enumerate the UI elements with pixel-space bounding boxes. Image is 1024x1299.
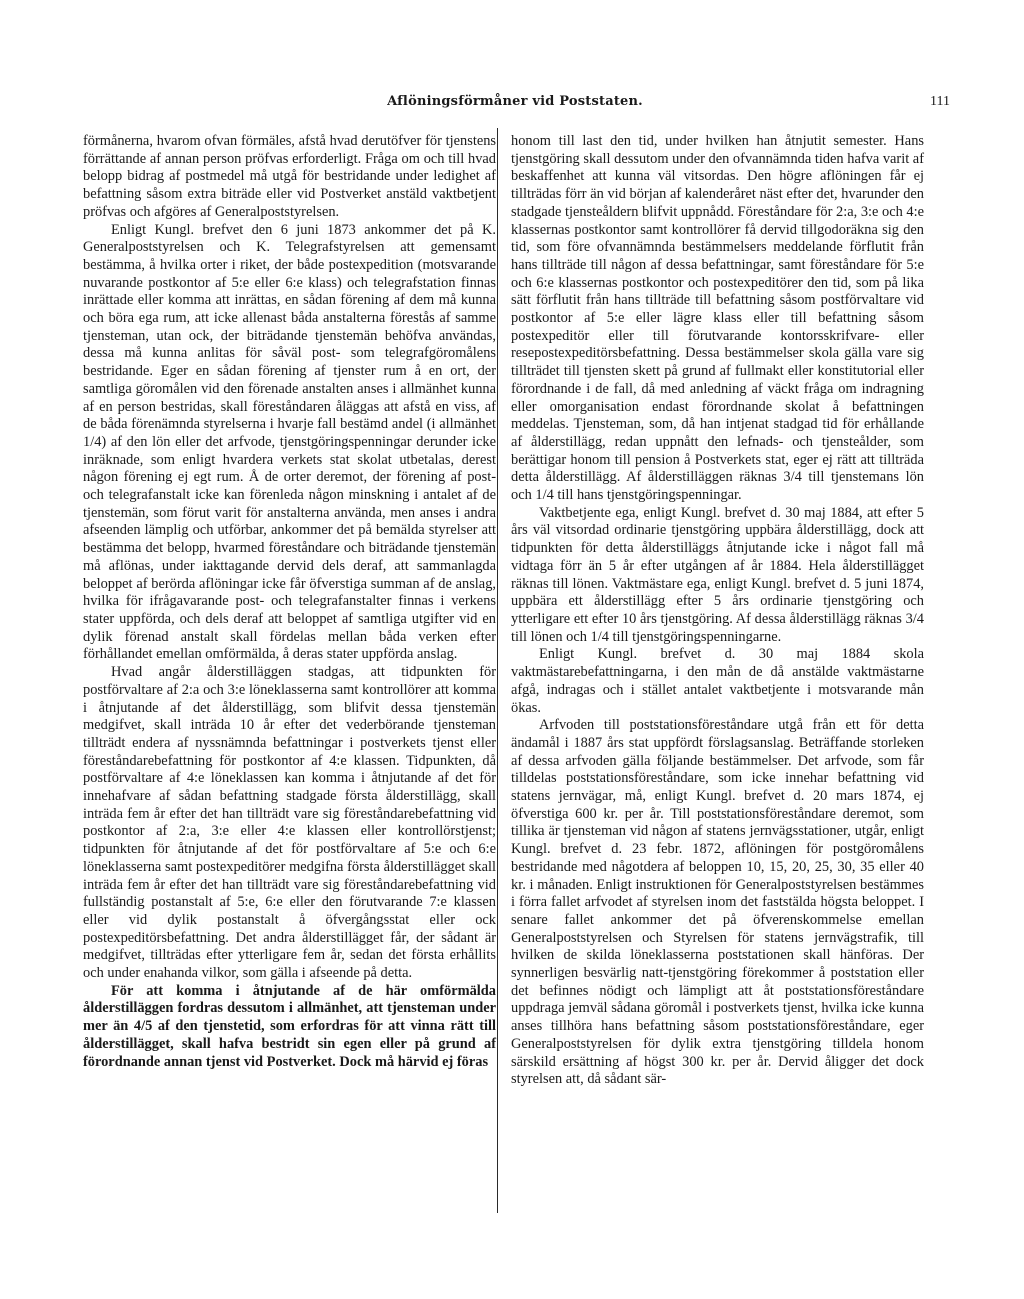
running-title: Aflöningsförmåner vid Poststaten. — [387, 94, 643, 109]
page-header — [80, 94, 950, 118]
left-column — [83, 133, 496, 1071]
page-number: 111 — [930, 94, 950, 109]
column-divider — [497, 128, 498, 1213]
paragraph: Arfvoden till poststationsföreståndare utgå från ett för detta ändamål i 1887 års stat uppfördt förslagsanslag. Beträffande storleken af dessa arfvoden gälla följande bestämmelser. Det arfvode, som får tilldelas poststationsföreståndare, som icke innehar befattning vid statens jernvägar, må, enligt Kungl. brefvet d. 20 mars 1874, ej öfverstiga 600 kr. per år. Till poststationsföreståndare deremot, som tillika är tjensteman vid någon af statens jernvägsstationer, utgår, enligt Kungl. brefvet d. 23 febr. 1872, aflöningen för postgöromålens bestridande med någotdera af beloppen 10, 15, 20, 25, 30, 35 eller 40 kr. i månaden. Enligt instruktionen för Generalpoststyrelsen bestämmes i förra fallet arfvodet af styrelsen inom det faststälda högsta beloppet. I senare fallet ankommer det på öfverenskommelse emellan Generalpoststyrelsen och Styrelsen för statens jernvägstrafik, till hvilken de skilda löneklasserna poststationen skall hänföras. Der synnerligen besvärlig natt-tjenstgöring förekommer å poststation eller det befinnes nödigt och lämpligt att åt poststationsföreståndare uppdraga jemväl sådana göromål i postverkets tjenst, hvilka icke kunna anses tillhöra hans befattning såsom poststationsföreståndare, eger Generalpoststyrelsen för dylik extra tjenstgöring tilldela honom särskild ersättning af högst 300 kr. per år. Dervid åligger det dock styrelsen att, då sådant sär- — [511, 717, 924, 1088]
paragraph: Enligt Kungl. brefvet d. 30 maj 1884 skola vaktmästarebefattningarna, i den mån de då anstälde vaktmästarne afgå, indragas och i stället antalet vaktbetjente i motsvarande mån ökas. — [511, 646, 924, 716]
paragraph: Enligt Kungl. brefvet den 6 juni 1873 ankommer det på K. Generalpoststyrelsen och K. Telegrafstyrelsen att gemensamt bestämma, å hvilka orter i riket, der både postexpedition (motsvarande nuvarande postkontor af 5:e eller 6:e klass) och telegrafstation finnas inrättade eller komma att inrättas, en sådan förening af dem må kunna och böra ega rum, att icke allenast båda anstalterna förestås af samme tjensteman, utan ock, der biträdande tjenstemän behöfva användas, dessa må kunna anlitas för såväl post- som telegrafgöromålens bestridande. Eger en sådan förening af tjenster rum å en ort, der samtliga göromålen vid den förenade anstalten anses i allmänhet kunna af en person bestridas, skall föreståndaren åläggas att afstå en viss, af de båda förenämnda styrelserna i hvarje fall bestämd andel (i allmänhet 1/4) af den lön eller det arfvode, tjenstgöringspenningar derunder icke inräknade, som enligt hvardera verkets stat skolat utbetalas, derest någon förening ej egt rum. Å de orter deremot, der förening af post- och telegrafanstalt icke kan förenleda någon minskning i antalet af de tjenstemän, som förut varit för anstalterna använda, men anses i andra afseenden lämplig och utförbar, ankommer det på bemälda styrelser att bestämma det belopp, hvarmed föreståndare och biträdande tjenstemän må aflönas, under iakttagande dervid dels deraf, att sammanlagda beloppet af berörda aflöningar icke får öfverstiga summan af de anslag, hvilka för ifrågavarande post- och telegrafanstalter finnas i verkens stater uppförda, och dels deraf att beloppet af samtliga utgifter vid en dylik förenad anstalt skall fördelas mellan båda verken efter förhållandet emellan omförmälda, å deras stater uppförda anslag. — [83, 221, 496, 663]
paragraph: För att komma i åtnjutande af de här omförmälda ålderstilläggen fordras dessutom i allmänhet, att tjensteman under mer än 4/5 af den tjenstetid, som erfordras för att vinna rätt till ålderstillägget, skall hafva bestridt sin egen eller på grund af förordnande annan tjenst vid Postverket. Dock må härvid ej föras — [83, 982, 496, 1070]
paragraph: förmånerna, hvarom ofvan förmäles, afstå hvad derutöfver för tjenstens förrättande af annan person pröfvas erforderligt. Fråga om och till hvad belopp bidrag af postmedel må utgå för bestridande under ledighet af befattning såsom extra biträde eller vid Postverket anstäld vaktbetjent pröfvas och afgöres af Generalpoststyrelsen. — [83, 133, 496, 220]
paragraph: honom till last den tid, under hvilken han åtnjutit semester. Hans tjenstgöring skall dessutom under den ofvannämnda tiden hafva varit af beskaffenhet att kunna väl vitsordas. Den högre aflöningen får ej tillträdas förr än vid början af kalenderåret näst efter det, hvarunder den stadgade tjensteåldern blifvit uppnådd. Föreståndare för 2:a, 3:e och 4:e klassernas postkontor samt kontrollörer få dervid tillgodoräkna sig den tid, som före ofvannämnda bestämmelsers meddelande förflutit från hans tillträde till någon af dessa befattningar, samt föreståndare för 5:e och 6:e klassernas postkontor och postexpeditörer den tid, som på lika sätt förflutit från hans tillträde till befattning såsom postförvaltare vid postkontor af 5:e eller lägre klass eller till befattning såsom postexpeditör eller till förutvarande kontorsskrifvare- eller resepostexpeditörsbefattning. Dessa bestämmelser skola gälla vare sig tillträdet till tjensten skett på grund af fullmakt eller konstitutorial eller förordnande i de fall, då med anledning af väckt fråga om indragning eller omorganisation endast förordnande skolat å befattningen meddelas. Tjensteman, som, då han intjenat stadgad tid för erhållande af ålderstillägg, redan uppnått den lefnads- och tjensteålder, som berättigar honom till pension å Postverkets stat, eger ej rätt att tillträda detta ålderstillägg. Af ålderstilläggen räknas 3/4 till tjenstemans lön och 1/4 till hans tjenstgöringspenningar. — [511, 133, 924, 504]
paragraph: Hvad angår ålderstilläggen stadgas, att tidpunkten för postförvaltare af 2:a och 3:e löneklasserna samt kontrollörer att komma i åtnjutande af det ålderstillägg, som blifvit dessa tjenstemän medgifvet, skall inträda 10 år efter det vederbörande tjensteman tillträdt endera af nyssnämnda befattningar i postverkets tjenst eller föreståndarebefattning för postkontor af 4:e klassen. Tidpunkten, då postförvaltare af 4:e löneklassen kan komma i åtnjutande af det för innehafvare af sådan befattning stadgade första ålderstillägg, skall inträda fem år efter det han tillträdt vare sig föreståndarebefattning vid postkontor af 2:a, 3:e eller 4:e klassen eller kontrollörstjenst; tidpunkten för åtnjutande af det för postförvaltare af 5:e och 6:e löneklasserna samt postexpeditörer medgifna första ålderstillägget skall inträda fem år efter det han tillträdt vare sig föreståndarebefattning vid fullständig postanstalt af 5:e, 6:e eller den förutvarande 7:e klassen eller vid dylik postanstalt å öfvergångsstat eller ock postexpeditörsbefattning. Det andra ålderstillägget får, der sådant är medgifvet, tillträdas efter ytterligare fem år, sedan det första erhållits och under enahanda vilkor, som gälla i afseende på detta. — [83, 664, 496, 982]
right-column — [511, 133, 924, 1089]
paragraph: Vaktbetjente ega, enligt Kungl. brefvet d. 30 maj 1884, att efter 5 års väl vitsordad ordinarie tjenstgöring uppbära ålderstillägg, dock att tidpunkten för detta ålderstilläggs åtnjutande icke i något fall må vidtaga förr än 5 år efter utgången af år 1884. Hela ålderstillägget räknas till lönen. Vaktmästare ega, enligt Kungl. brefvet d. 5 juni 1874, uppbära ett ålderstillägg efter 5 års ordinarie tjenstgöring och ytterligare ett efter 10 års tjenstgöring. Af dessa ålderstillägg räknas 3/4 till lönen och 1/4 till tjenstgöringspenningarne. — [511, 504, 924, 645]
